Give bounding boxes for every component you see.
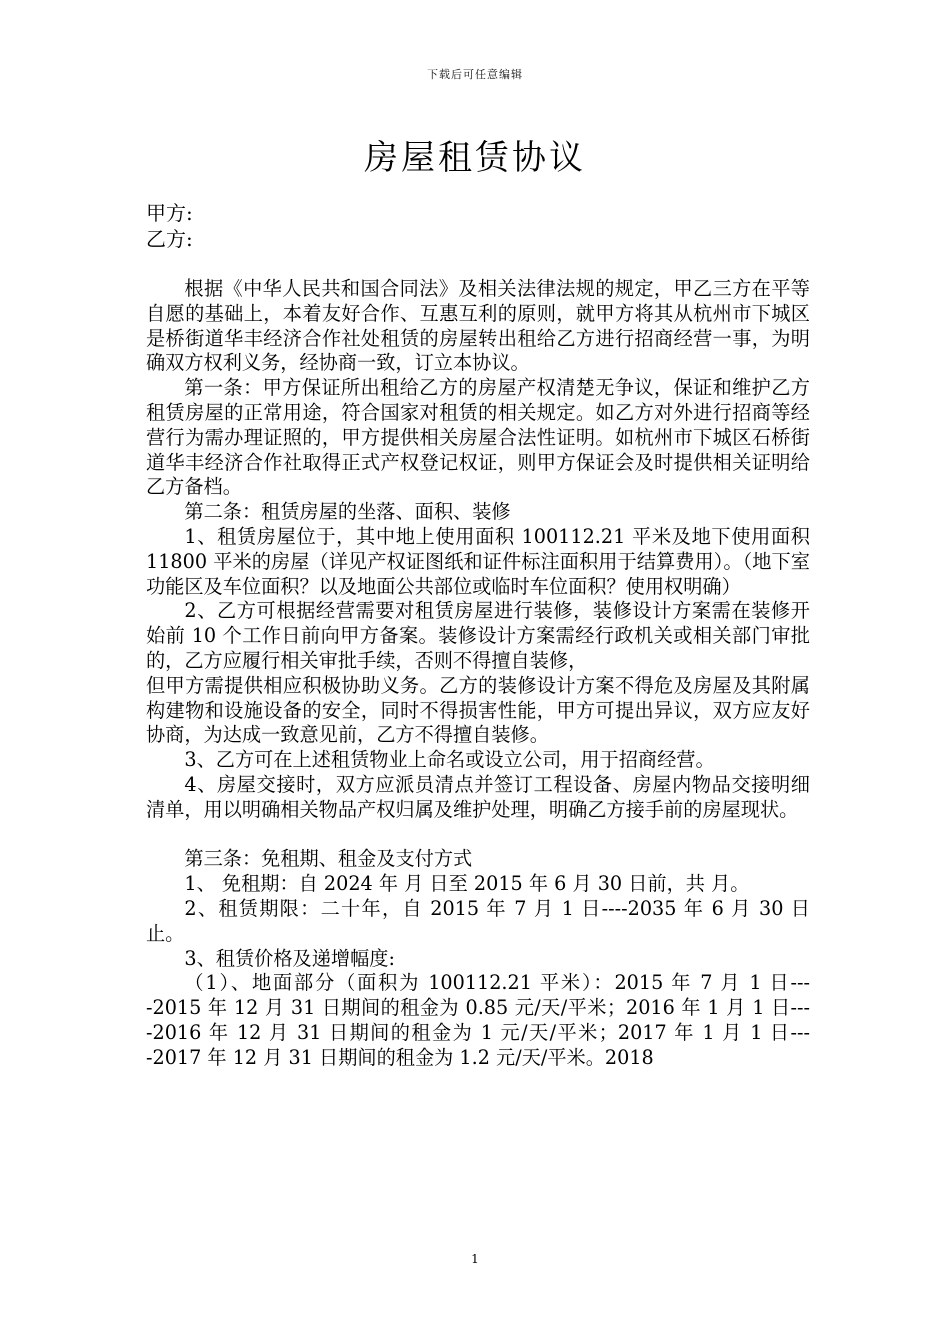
party-a-label: 甲方: <box>146 201 193 225</box>
header-note: 下载后可任意编辑 <box>427 68 523 81</box>
article-1: 第一条：甲方保证所出租给乙方的房屋产权清楚无争议，保证和维护乙方租赁房屋的正常用途，符合国家对租赁的相关规定。如乙方对外进行招商等经营行为需办理证照的，甲方提供相关房屋合法性证明。如杭州市下城区石桥街道华丰经济合作社取得正式产权登记权证，则甲方保证会及时提供相关证明给乙方备档。 <box>146 376 810 499</box>
article-3-item-3-1: （1）、地面部分（面积为 100112.21 平米）：2015 年 7 月 1 日----2015 年 12 月 31 日期间的租金为 0.85 元/天/平米；2016 年 1 月 1 日----2016 年 12 月 31 日期间的租金为 1 元/天/平米；2017 年 1 月 1 日----2017 年 12 月 31 日期间的租金为 1.2 元/天/平米。2018 <box>146 971 810 1069</box>
intro-paragraph: 根据《中华人民共和国合同法》及相关法律法规的规定，甲乙三方在平等自愿的基础上，本着友好合作、互惠互利的原则，就甲方将其从杭州市下城区是桥街道华丰经济合作社处租赁的房屋转出租给乙方进行招商经营一事，为明确双方权利义务，经协商一致，订立本协议。 <box>146 277 810 375</box>
article-3-item-3: 3、租赁价格及递增幅度: <box>184 946 395 970</box>
article-2-item-2: 2、乙方可根据经营需要对租赁房屋进行装修，装修设计方案需在装修开始前 10 个工作日前向甲方备案。装修设计方案需经行政机关或相关部门审批的，乙方应履行相关审批手续，否则不得擅自装修， <box>146 599 810 672</box>
article-2-item-2-continued: 但甲方需提供相应积极协助义务。乙方的装修设计方案不得危及房屋及其附属构建物和设施设备的安全，同时不得损害性能，甲方可提出异议，双方应友好协商，为达成一致意见前，乙方不得擅自装修。 <box>146 673 810 747</box>
party-b-label: 乙方: <box>146 227 193 251</box>
article-2-item-1: 1、租赁房屋位于，其中地上使用面积 100112.21 平米及地下使用面积 11800 平米的房屋（详见产权证图纸和证件标注面积用于结算费用）。（地下室功能区及车位面积？以及地面公共部位或临时车位面积？使用权明确） <box>146 524 810 598</box>
article-2-item-4: 4、房屋交接时，双方应派员清点并签订工程设备、房屋内物品交接明细清单，用以明确相关物品产权归属及维护处理，明确乙方接手前的房屋现状。 <box>146 772 810 821</box>
article-2-item-3: 3、乙方可在上述租赁物业上命名或设立公司，用于招商经营。 <box>184 748 715 772</box>
paragraph-spacer <box>146 823 810 848</box>
article-3-item-1: 1、 免租期：自 2024 年 月 日至 2015 年 6 月 30 日前，共 月。 <box>184 872 750 896</box>
page-number: 1 <box>471 1252 479 1266</box>
article-2-title: 第二条：租赁房屋的坐落、面积、装修 <box>184 500 511 524</box>
article-3-item-2: 2、租赁期限：二十年，自 2015 年 7 月 1 日----2035 年 6 月 30 日止。 <box>146 896 810 945</box>
agreement-body <box>146 277 810 1071</box>
page-title: 房屋租赁协议 <box>364 138 586 178</box>
article-3-title: 第三条：免租期、租金及支付方式 <box>184 847 473 871</box>
